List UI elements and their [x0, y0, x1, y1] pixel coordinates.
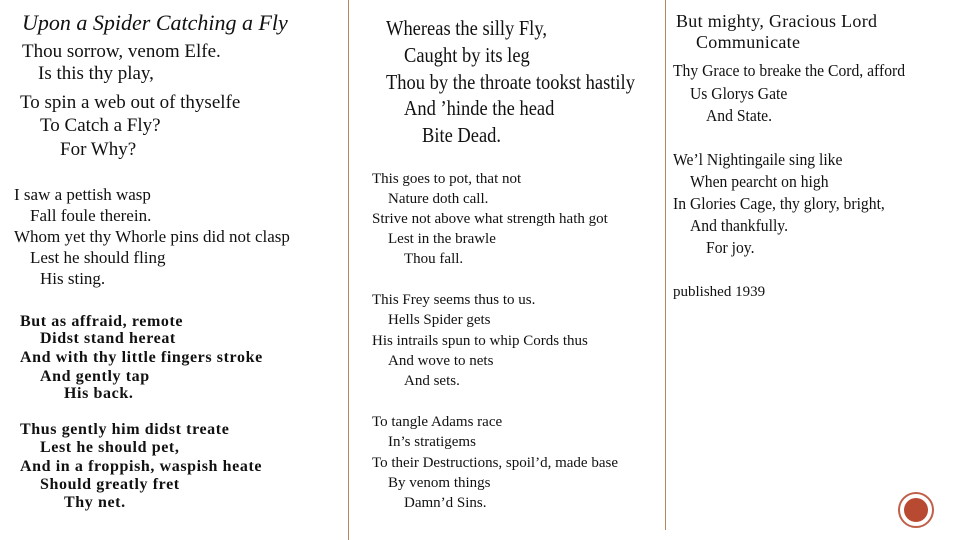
poem-line: In’s stratigems — [388, 434, 476, 450]
poem-line: And in a froppish, waspish heate — [20, 458, 263, 475]
poem-line: But mighty, Gracious Lord — [676, 11, 878, 31]
poem-line: For joy. — [706, 238, 755, 257]
poem-line: Whom yet thy Whorle pins did not clasp — [14, 227, 290, 246]
poem-line: His back. — [64, 385, 134, 402]
poem-line: Thus gently him didst treate — [20, 421, 230, 438]
poem-line: And with thy little fingers stroke — [20, 349, 263, 366]
poem-line: Thy Grace to breake the Cord, afford — [673, 61, 906, 80]
poem-line: And gently tap — [40, 368, 150, 385]
poem-line: To tangle Adams race — [372, 414, 503, 430]
poem-line: To spin a web out of thyselfe — [20, 92, 241, 113]
poem-line: This goes to pot, that not — [372, 171, 522, 187]
poem-line: Thy net. — [64, 494, 126, 511]
slide-badge — [898, 492, 934, 528]
poem-line: Lest he should fling — [30, 248, 166, 267]
poem-line: And State. — [706, 106, 773, 125]
poem-line: Lest in the brawle — [388, 231, 496, 247]
poem-line: And ’hinde the head — [404, 96, 555, 120]
poem-line: Damn’d Sins. — [404, 495, 487, 511]
poem-line: Thou fall. — [404, 251, 464, 267]
poem-line: Hells Spider gets — [388, 312, 491, 328]
poem-line: Strive not above what strength hath got — [372, 211, 608, 227]
poem-line: Thou by the throate tookst hastily — [386, 70, 635, 94]
poem-line: And wove to nets — [388, 353, 494, 369]
poem-line: By venom things — [388, 475, 491, 491]
poem-line: Whereas the silly Fly, — [386, 16, 547, 40]
column-divider-right — [665, 0, 666, 530]
poem-line: Caught by its leg — [404, 43, 530, 67]
poem-line: Communicate — [696, 32, 801, 52]
publication-note: published 1939 — [673, 284, 766, 300]
poem-line: His sting. — [40, 269, 106, 288]
poem-line: Fall foule therein. — [30, 206, 152, 225]
poem-line: For Why? — [60, 139, 137, 160]
poem-line: Bite Dead. — [422, 123, 502, 147]
poem-line: We’l Nightingaile sing like — [673, 150, 843, 169]
poem-line: But as affraid, remote — [20, 313, 184, 330]
poem-line: And sets. — [404, 373, 460, 389]
badge-dot — [904, 498, 928, 522]
poem-line: Should greatly fret — [40, 476, 180, 493]
poem-line: Nature doth call. — [388, 191, 489, 207]
poem-line: To Catch a Fly? — [40, 115, 161, 136]
poem-line: Didst stand hereat — [40, 330, 176, 347]
poem-line: When pearcht on high — [690, 172, 829, 191]
poem-line: His intrails spun to whip Cords thus — [372, 333, 588, 349]
poem-line: In Glories Cage, thy glory, bright, — [673, 194, 885, 213]
poem-line: I saw a pettish wasp — [14, 185, 151, 204]
poem-line: Us Glorys Gate — [690, 84, 788, 103]
poem-line: Thou sorrow, venom Elfe. — [22, 41, 221, 62]
poem-title: Upon a Spider Catching a Fly — [22, 10, 288, 35]
column-divider-left — [348, 0, 349, 540]
poem-line: And thankfully. — [690, 216, 789, 235]
poem-line: Is this thy play, — [38, 63, 154, 84]
poem-line: Lest he should pet, — [40, 439, 180, 456]
poem-line: To their Destructions, spoil’d, made base — [372, 455, 618, 471]
poem-line: This Frey seems thus to us. — [372, 292, 536, 308]
